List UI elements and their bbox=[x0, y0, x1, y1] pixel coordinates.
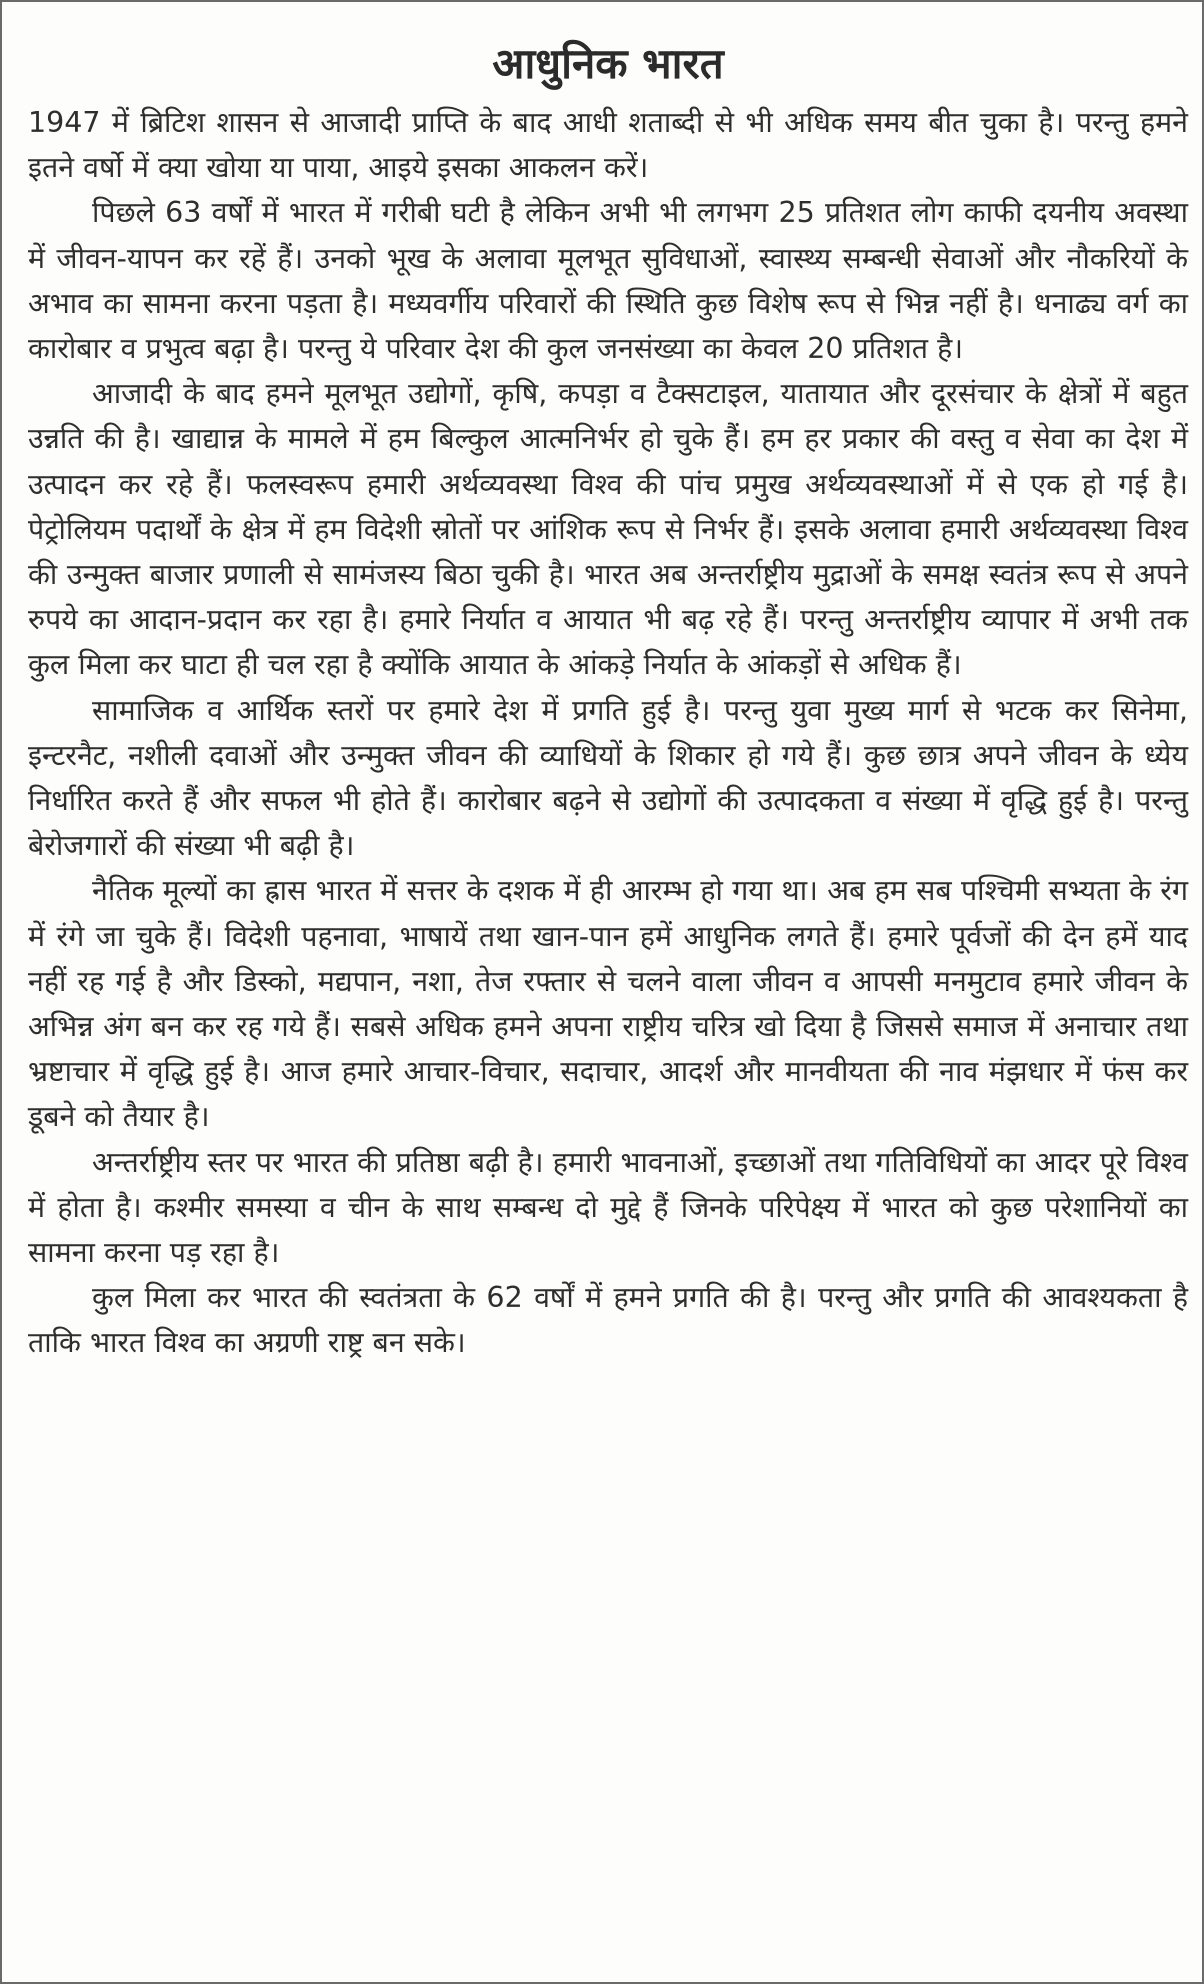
document-body bbox=[28, 100, 1188, 1366]
paragraph-4: सामाजिक व आर्थिक स्तरों पर हमारे देश में प्रगति हुई है। परन्तु युवा मुख्य मार्ग से भटक कर सिनेमा, इन्टरनैट, नशीली दवाओं और उन्मुक्त जीवन की व्याधियों के शिकार हो गये हैं। कुछ छात्र अपने जीवन के ध्येय निर्धारित करते हैं और सफल भी होते हैं। कारोबार बढ़ने से उद्योगों की उत्पादकता व संख्या में वृद्धि हुई है। परन्तु बेरोजगारों की संख्या भी बढ़ी है। bbox=[28, 693, 1188, 863]
document-title: आधुनिक भारत bbox=[492, 39, 724, 88]
paragraph-7: कुल मिला कर भारत की स्वतंत्रता के 62 वर्षों में हमने प्रगति की है। परन्तु और प्रगति की आवश्यकता है ताकि भारत विश्व का अग्रणी राष्ट्र बन सके। bbox=[28, 1281, 1188, 1360]
paragraph-5: नैतिक मूल्यों का ह्रास भारत में सत्तर के दशक में ही आरम्भ हो गया था। अब हम सब पश्चिमी सभ्यता के रंग में रंगे जा चुके हैं। विदेशी पहनावा, भाषायें तथा खान-पान हमें आधुनिक लगते हैं। हमारे पूर्वजों की देन हमें याद नहीं रह गई है और डिस्को, मद्यपान, नशा, तेज रफ्तार से चलने वाला जीवन व आपसी मनमुटाव हमारे जीवन के अभिन्न अंग बन कर रह गये हैं। सबसे अधिक हमने अपना राष्ट्रीय चरित्र खो दिया है जिससे समाज में अनाचार तथा भ्रष्टाचार में वृद्धि हुई है। आज हमारे आचार-विचार, सदाचार, आदर्श और मानवीयता की नाव मंझधार में फंस कर डूबने को तैयार है। bbox=[28, 874, 1188, 1134]
paragraph-3: आजादी के बाद हमने मूलभूत उद्योगों, कृषि, कपड़ा व टैक्सटाइल, यातायात और दूरसंचार के क्षेत्रों में बहुत उन्नति की है। खाद्यान्न के मामले में हम बिल्कुल आत्मनिर्भर हो चुके हैं। हम हर प्रकार की वस्तु व सेवा का देश में उत्पादन कर रहे हैं। फलस्वरूप हमारी अर्थव्यवस्था विश्व की पांच प्रमुख अर्थव्यवस्थाओं में से एक हो गई है। पेट्रोलियम पदार्थों के क्षेत्र में हम विदेशी स्रोतों पर आंशिक रूप से निर्भर हैं। इसके अलावा हमारी अर्थव्यवस्था विश्व की उन्मुक्त बाजार प्रणाली से सामंजस्य बिठा चुकी है। भारत अब अन्तर्राष्ट्रीय मुद्राओं के समक्ष स्वतंत्र रूप से अपने रुपये का आदान-प्रदान कर रहा है। हमारे निर्यात व आयात भी बढ़ रहे हैं। परन्तु अन्तर्राष्ट्रीय व्यापार में अभी तक कुल मिला कर घाटा ही चल रहा है क्योंकि आयात के आंकड़े निर्यात के आंकड़ों से अधिक हैं। bbox=[28, 377, 1188, 682]
paragraph-6: अन्तर्राष्ट्रीय स्तर पर भारत की प्रतिष्ठा बढ़ी है। हमारी भावनाओं, इच्छाओं तथा गतिविधियों का आदर पूरे विश्व में होता है। कश्मीर समस्या व चीन के साथ सम्बन्ध दो मुद्दे हैं जिनके परिपेक्ष्य में भारत को कुछ परेशानियों का सामना करना पड़ रहा है। bbox=[28, 1145, 1188, 1270]
paragraph-1: 1947 में ब्रिटिश शासन से आजादी प्राप्ति के बाद आधी शताब्दी से भी अधिक समय बीत चुका है। परन्तु हमने इतने वर्षो में क्या खोया या पाया, आइये इसका आकलन करें। bbox=[28, 106, 1188, 185]
paragraph-2: पिछले 63 वर्षों में भारत में गरीबी घटी है लेकिन अभी भी लगभग 25 प्रतिशत लोग काफी दयनीय अवस्था में जीवन-यापन कर रहें हैं। उनको भूख के अलावा मूलभूत सुविधाओं, स्वास्थ्य सम्बन्धी सेवाओं और नौकरियों के अभाव का सामना करना पड़ता है। मध्यवर्गीय परिवारों की स्थिति कुछ विशेष रूप से भिन्न नहीं है। धनाढ्य वर्ग का कारोबार व प्रभुत्व बढ़ा है। परन्तु ये परिवार देश की कुल जनसंख्या का केवल 20 प्रतिशत है। bbox=[28, 196, 1188, 366]
